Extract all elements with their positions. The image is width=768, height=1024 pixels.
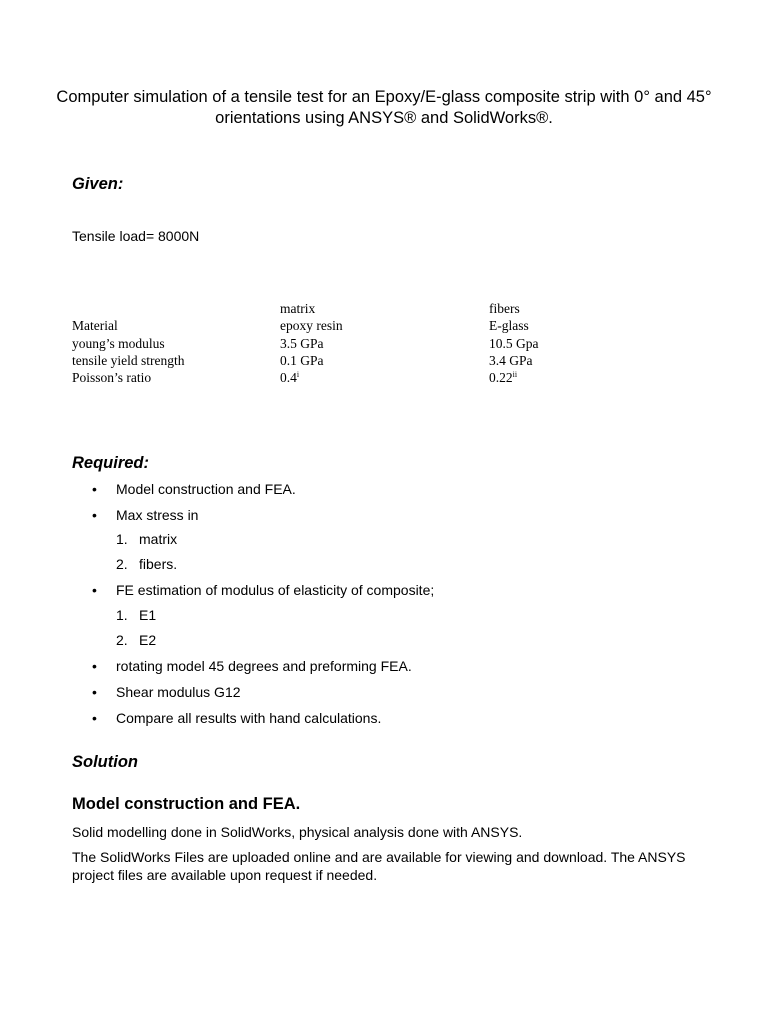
table-header-row <box>72 301 539 318</box>
bullet-icon: • <box>92 507 97 523</box>
bullet-icon: • <box>92 658 97 674</box>
list-item <box>72 582 434 607</box>
list-item-text: fibers. <box>139 556 178 572</box>
table-cell: 0.1 GPa <box>280 352 324 368</box>
solution-heading: Solution <box>72 753 138 771</box>
solution-paragraph-2: The SolidWorks Files are uploaded online and are available for viewing and download. The ANSYS project files are available upon request if needed. <box>72 849 686 883</box>
list-item-text: Shear modulus G12 <box>116 684 241 700</box>
list-item <box>72 556 434 582</box>
required-heading: Required: <box>72 454 150 472</box>
list-item <box>72 607 434 632</box>
solution-paragraph-1: Solid modelling done in SolidWorks, physical analysis done with ANSYS. <box>72 824 523 840</box>
table-header-fibers: fibers <box>489 301 520 316</box>
list-item-text: E2 <box>139 632 157 648</box>
table-cell: tensile yield strength <box>72 352 185 368</box>
list-item <box>72 658 434 684</box>
list-item <box>72 507 434 531</box>
materials-table <box>72 301 539 387</box>
table-header-matrix: matrix <box>280 301 316 316</box>
list-item-text: Compare all results with hand calculations. <box>116 710 382 726</box>
table-row <box>72 318 539 335</box>
poisson-fibers-value: 0.22 <box>489 370 513 386</box>
table-row <box>72 336 539 353</box>
list-item <box>72 481 434 507</box>
list-item <box>72 632 434 658</box>
footnote-mark: i <box>296 370 300 380</box>
table-row <box>72 353 539 370</box>
list-number: 2. <box>116 632 128 648</box>
bullet-icon: • <box>92 684 97 700</box>
list-item-text: Max stress in <box>116 507 199 523</box>
list-item-text: E1 <box>139 607 157 623</box>
table-cell: epoxy resin <box>280 318 343 334</box>
table-cell <box>489 370 539 387</box>
section-heading: Model construction and FEA. <box>72 795 301 813</box>
required-list <box>72 481 434 736</box>
list-item-text: Model construction and FEA. <box>116 481 296 497</box>
document-title: Computer simulation of a tensile test for an Epoxy/E-glass composite strip with 0° and 45° orientations using ANSYS® and SolidWorks®. <box>56 88 712 127</box>
footnote-mark: ii <box>512 370 518 380</box>
table-cell: 10.5 Gpa <box>489 335 539 351</box>
list-number: 1. <box>116 531 128 547</box>
given-heading: Given: <box>72 175 124 193</box>
list-item <box>72 684 434 710</box>
bullet-icon: • <box>92 710 97 726</box>
table-cell: 3.5 GPa <box>280 335 324 351</box>
list-item <box>72 710 434 736</box>
table-cell: Poisson’s ratio <box>72 370 152 386</box>
bullet-icon: • <box>92 582 97 598</box>
list-item-text: matrix <box>139 531 178 547</box>
table-cell <box>280 370 489 387</box>
table-cell: Material <box>72 318 118 334</box>
poisson-matrix-value: 0.4 <box>280 370 297 386</box>
bullet-icon: • <box>92 481 97 497</box>
list-item-text: rotating model 45 degrees and preforming FEA. <box>116 658 412 674</box>
list-item <box>72 531 434 556</box>
table-cell: 3.4 GPa <box>489 352 533 368</box>
table-cell <box>72 301 280 318</box>
tensile-load-text: Tensile load= 8000N <box>72 228 200 244</box>
table-cell: E-glass <box>489 318 529 334</box>
list-number: 2. <box>116 556 128 572</box>
table-row <box>72 370 539 387</box>
list-item-text: FE estimation of modulus of elasticity of composite; <box>116 582 435 598</box>
list-number: 1. <box>116 607 128 623</box>
table-cell: young’s modulus <box>72 335 165 351</box>
